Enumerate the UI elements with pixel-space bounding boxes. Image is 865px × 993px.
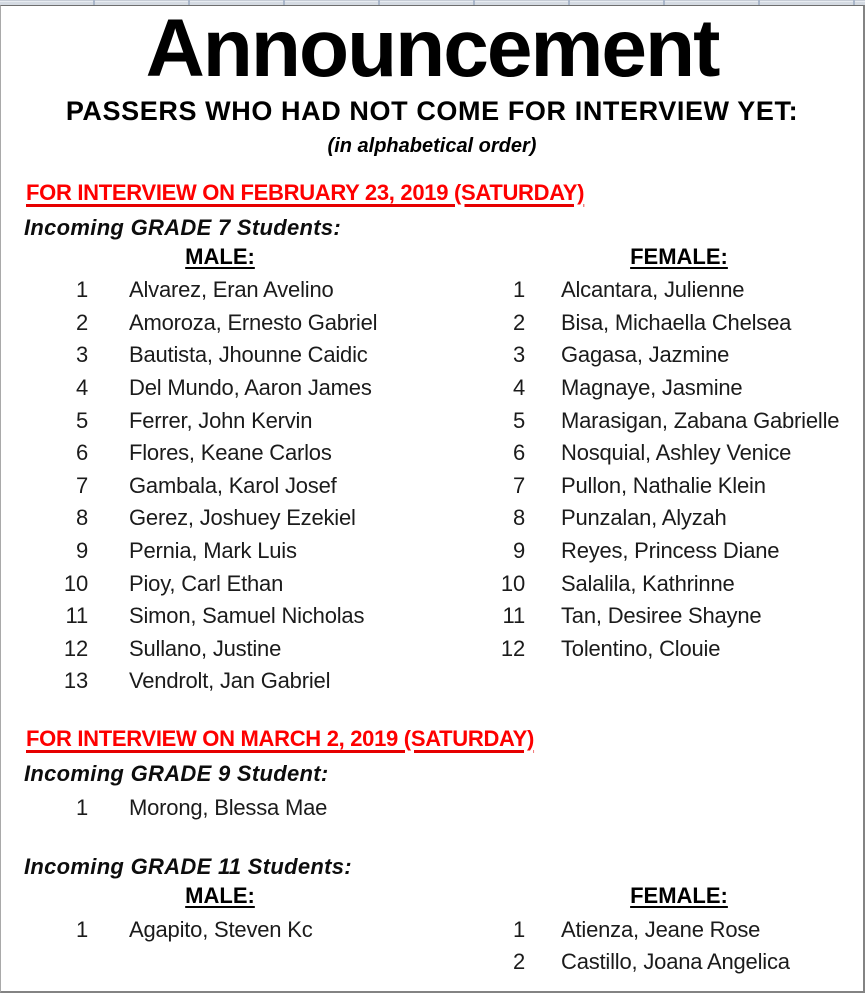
- list-item-number: 11: [65, 603, 88, 629]
- list-item-name: Castillo, Joana Angelica: [561, 949, 790, 975]
- list-item-number: 10: [500, 570, 525, 596]
- list-item-number: 8: [75, 505, 88, 531]
- name-list: [441, 274, 863, 665]
- list-item: [26, 913, 441, 946]
- list-item-number: 6: [512, 440, 525, 466]
- list-item: [441, 274, 863, 307]
- list-item: [26, 470, 441, 503]
- list-item-name: Reyes, Princess Diane: [561, 538, 780, 564]
- list-item: [26, 665, 441, 698]
- name-list: [26, 913, 441, 946]
- list-item: [26, 339, 441, 372]
- list-item-number: 5: [512, 407, 525, 433]
- list-item: [26, 307, 441, 340]
- name-list: [26, 274, 441, 698]
- list-item: [26, 372, 441, 405]
- list-item-number: 12: [63, 635, 88, 661]
- list-item-number: 7: [512, 472, 525, 498]
- group: [1, 215, 863, 698]
- list-item: [26, 535, 441, 568]
- column-female: [441, 882, 863, 978]
- list-item: [441, 404, 863, 437]
- page-title: Announcement: [145, 5, 719, 94]
- list-item-name: Gambala, Karol Josef: [129, 472, 337, 498]
- list-item-name: Punzalan, Alyzah: [561, 505, 727, 531]
- column-male: [26, 243, 441, 698]
- list-item-name: Flores, Keane Carlos: [129, 440, 332, 466]
- list-item-number: 7: [75, 472, 88, 498]
- column-female: [441, 243, 863, 665]
- list-item-name: Bisa, Michaella Chelsea: [561, 309, 792, 335]
- list-item-name: Marasigan, Zabana Gabrielle: [561, 407, 840, 433]
- list-item-number: 1: [75, 795, 88, 821]
- section-heading: FOR INTERVIEW ON FEBRUARY 23, 2019 (SATURDAY): [26, 180, 585, 205]
- list-item-number: 1: [75, 277, 88, 303]
- list-item-number: 3: [75, 342, 88, 368]
- list-item: [441, 633, 863, 666]
- list-item: [26, 567, 441, 600]
- list-item: [441, 600, 863, 633]
- list-item-number: 9: [512, 538, 525, 564]
- group: [1, 854, 863, 978]
- list-item: [441, 307, 863, 340]
- list-item-number: 6: [75, 440, 88, 466]
- list-item-name: Alvarez, Eran Avelino: [129, 277, 334, 303]
- list-item-number: 5: [75, 407, 88, 433]
- group-label: Incoming GRADE 9 Student:: [24, 760, 329, 786]
- list-item-number: 4: [512, 375, 525, 401]
- list-item: [26, 437, 441, 470]
- list-item-name: Pullon, Nathalie Klein: [561, 472, 766, 498]
- list-item-number: 3: [512, 342, 525, 368]
- name-list: [26, 792, 441, 825]
- list-item: [441, 913, 863, 946]
- list-item-name: Tan, Desiree Shayne: [561, 603, 762, 629]
- list-item: [441, 372, 863, 405]
- sections-container: [1, 178, 863, 979]
- list-item-name: Tolentino, Clouie: [561, 635, 721, 661]
- list-item-number: 2: [75, 309, 88, 335]
- list-item: [26, 600, 441, 633]
- group-label: Incoming GRADE 11 Students:: [24, 854, 352, 880]
- columns: [1, 789, 863, 825]
- list-item-name: Simon, Samuel Nicholas: [129, 603, 365, 629]
- column-male: [26, 882, 441, 946]
- list-item-number: 4: [75, 375, 88, 401]
- list-item-number: 8: [512, 505, 525, 531]
- list-item-name: Nosquial, Ashley Venice: [561, 440, 792, 466]
- column-header: MALE:: [185, 883, 255, 909]
- list-item: [441, 535, 863, 568]
- list-item-name: Gerez, Joshuey Ezekiel: [129, 505, 356, 531]
- list-item-name: Pernia, Mark Luis: [129, 538, 297, 564]
- group: [1, 761, 863, 825]
- list-item-name: Bautista, Jhounne Caidic: [129, 342, 368, 368]
- list-item-name: Alcantara, Julienne: [561, 277, 745, 303]
- list-item-number: 1: [512, 277, 525, 303]
- list-item: [26, 404, 441, 437]
- list-item-name: Vendrolt, Jan Gabriel: [129, 668, 331, 694]
- section-1: [1, 178, 863, 698]
- list-item-number: 11: [502, 603, 525, 629]
- list-item: [26, 792, 441, 825]
- section-heading: FOR INTERVIEW ON MARCH 2, 2019 (SATURDAY): [26, 725, 535, 751]
- name-list: [441, 913, 863, 978]
- list-item-name: Agapito, Steven Kc: [129, 916, 313, 942]
- list-item: [441, 470, 863, 503]
- list-item-name: Amoroza, Ernesto Gabriel: [129, 309, 378, 335]
- list-item-number: 9: [75, 538, 88, 564]
- list-item-name: Salalila, Kathrinne: [561, 570, 735, 596]
- list-item-number: 2: [512, 949, 525, 975]
- list-item: [26, 633, 441, 666]
- list-item: [26, 502, 441, 535]
- list-item-name: Del Mundo, Aaron James: [129, 375, 372, 401]
- subtitle: PASSERS WHO HAD NOT COME FOR INTERVIEW YET:: [65, 96, 799, 126]
- list-item-name: Sullano, Justine: [129, 635, 282, 661]
- list-item: [441, 502, 863, 535]
- list-item-name: Magnaye, Jasmine: [561, 375, 743, 401]
- list-item-name: Morong, Blessa Mae: [129, 795, 328, 821]
- column-header: MALE:: [185, 244, 255, 269]
- group-label: Incoming GRADE 7 Students:: [24, 215, 342, 240]
- list-item-number: 13: [63, 668, 88, 694]
- list-item: [26, 274, 441, 307]
- list-item-name: Atienza, Jeane Rose: [561, 916, 761, 942]
- list-item: [441, 946, 863, 979]
- list-item-name: Pioy, Carl Ethan: [129, 570, 284, 596]
- column-list: [26, 789, 441, 825]
- alphabetical-order-note: (in alphabetical order): [327, 135, 537, 157]
- section-2: [1, 724, 863, 979]
- list-item-number: 12: [500, 635, 525, 661]
- list-item-number: 1: [512, 916, 525, 942]
- list-item-name: Gagasa, Jazmine: [561, 342, 730, 368]
- list-item: [441, 339, 863, 372]
- column-header: FEMALE:: [630, 883, 728, 909]
- columns: [1, 882, 863, 978]
- list-item-number: 10: [63, 570, 88, 596]
- list-item: [441, 567, 863, 600]
- column-header: FEMALE:: [630, 244, 728, 269]
- columns: [1, 243, 863, 698]
- announcement-page: [0, 5, 865, 993]
- list-item-name: Ferrer, John Kervin: [129, 407, 313, 433]
- list-item: [441, 437, 863, 470]
- list-item-number: 2: [512, 309, 525, 335]
- list-item-number: 1: [75, 916, 88, 942]
